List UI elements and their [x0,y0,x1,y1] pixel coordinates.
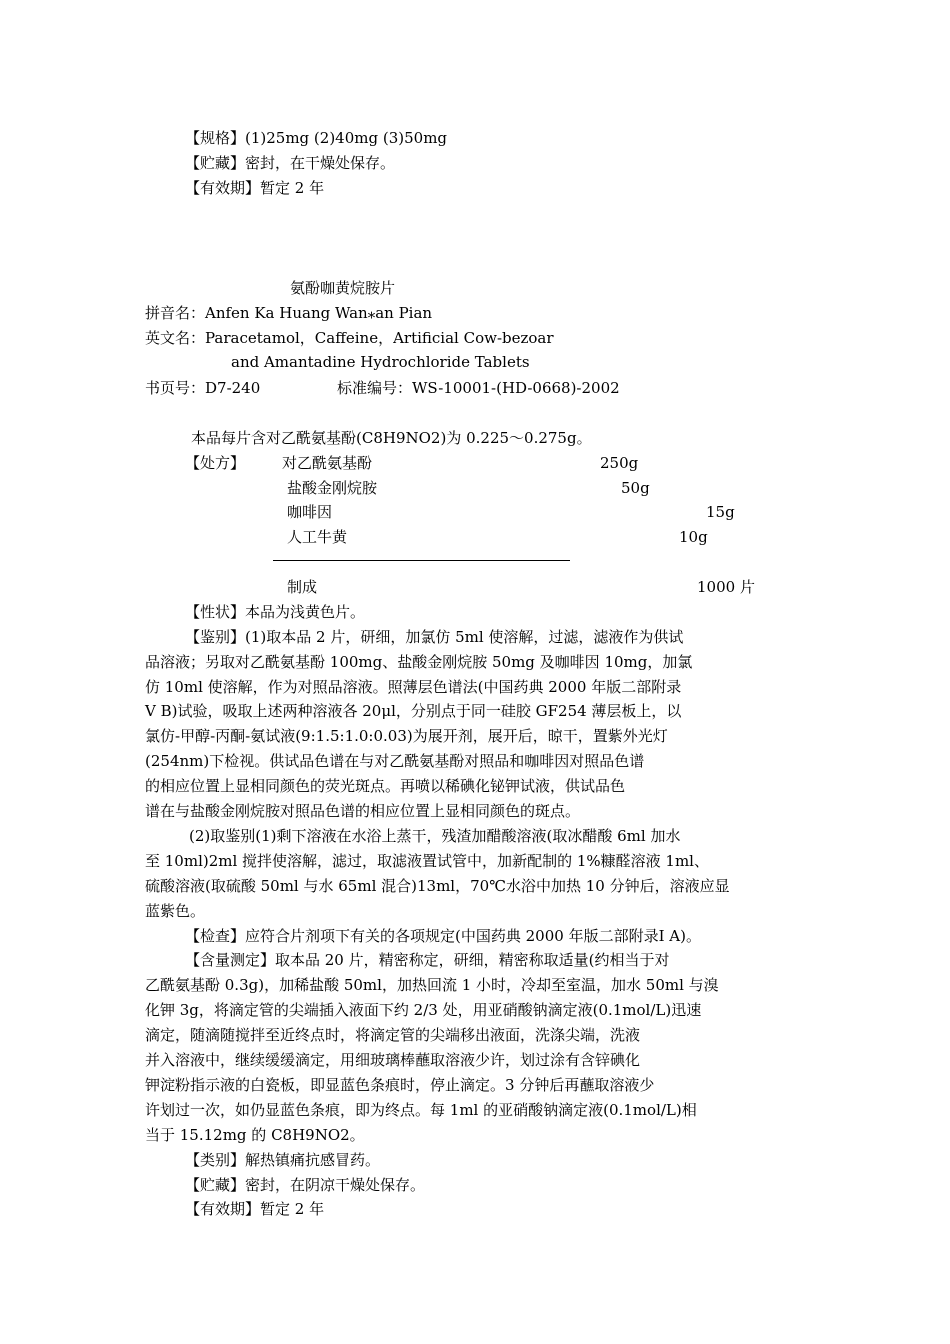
body-line: 乙酰氨基酚 0.3g)，加稀盐酸 50ml，加热回流 1 小时，冷却至室温，加水 50ml 与溴 [145,976,719,994]
formula-item-name: 人工牛黄 [287,528,348,546]
body-line: 品溶液；另取对乙酰氨基酚 100mg、盐酸金刚烷胺 50mg 及咖啡因 10mg，加氯 [145,653,693,671]
body-line: 仿 10ml 使溶解，作为对照品溶液。照薄层色谱法(中国药典 2000 年版二部附录 [145,678,682,696]
body-line: 【检查】应符合片剂项下有关的各项规定(中国药典 2000 年版二部附录Ⅰ A)。 [185,927,701,945]
formula-item-name: 盐酸金刚烷胺 [287,479,378,497]
top-validity: 【有效期】暂定 2 年 [185,179,325,197]
body-line: 滴定，随滴随搅拌至近终点时，将滴定管的尖端移出液面，洗涤尖端，洗液 [145,1026,641,1044]
english-name-line-1: 英文名：Paracetamol，Caffeine，Artificial Cow-bezoar [145,329,554,347]
body-line: 钾淀粉指示液的白瓷板，即显蓝色条痕时，停止滴定。3 分钟后再蘸取溶液少 [145,1076,655,1094]
top-spec: 【规格】(1)25mg (2)40mg (3)50mg [185,129,448,147]
body-line: 当于 15.12mg 的 C8H9NO2。 [145,1126,365,1144]
body-line: (254nm)下检视。供试品色谱在与对乙酰氨基酚对照品和咖啡因对照品色谱 [145,752,645,770]
formula-item-amount: 10g [679,528,708,546]
body-line: 并入溶液中，继续缓缓滴定，用细玻璃棒蘸取溶液少许，划过涂有含锌碘化 [145,1051,641,1069]
formula-label: 【处方】 [185,454,246,472]
body-line: 至 10ml)2ml 搅拌使溶解，滤过，取滤液置试管中，加新配制的 1%糠醛溶液 1ml、 [145,852,709,870]
body-line: 【含量测定】取本品 20 片，精密称定，研细，精密称取适量(约相当于对 [185,951,670,969]
body-line: 硫酸溶液(取硫酸 50ml 与水 65ml 混合)13ml，70℃水浴中加热 10 分钟后，溶液应显 [145,877,730,895]
top-storage: 【贮藏】密封，在干燥处保存。 [185,154,396,172]
standard-number: 标准编号：WS-10001-(HD-0668)-2002 [337,379,620,397]
body-line: 【性状】本品为浅黄色片。 [185,603,366,621]
body-line: 【类别】解热镇痛抗感冒药。 [185,1151,381,1169]
formula-item-name: 咖啡因 [287,503,333,521]
english-name-line-2: and Amantadine Hydrochloride Tablets [231,353,530,371]
formula-total-amount: 1000 片 [697,578,755,596]
body-line: 许划过一次，如仍显蓝色条痕，即为终点。每 1ml 的亚硝酸钠滴定液(0.1mol/L)相 [145,1101,697,1119]
body-line: 【有效期】暂定 2 年 [185,1200,325,1218]
formula-item-amount: 250g [600,454,639,472]
page-number: 书页号：D7-240 [145,379,261,397]
body-line: 化钾 3g，将滴定管的尖端插入液面下约 2/3 处，用亚硝酸钠滴定液(0.1mol/L)迅速 [145,1001,702,1019]
body-line: 的相应位置上显相同颜色的荧光斑点。再喷以稀碘化铋钾试液，供试品色 [145,777,626,795]
body-line: 氯仿-甲醇-丙酮-氨试液(9:1.5:1.0:0.03)为展开剂，展开后，晾干，置紫外光灯 [145,727,668,745]
formula-item-amount: 15g [706,503,735,521]
formula-total-name: 制成 [287,578,318,596]
body-line: 【贮藏】密封，在阴凉干燥处保存。 [185,1176,426,1194]
body-line: 蓝紫色。 [145,902,206,920]
formula-divider-line [273,560,570,561]
body-line: Ⅴ B)试验，吸取上述两种溶液各 20μl，分别点于同一硅胶 GF254 薄层板上，以 [145,702,682,720]
drug-title: 氨酚咖黄烷胺片 [290,279,396,297]
pinyin-name: 拼音名：Anfen Ka Huang Wan⁎an Pian [145,304,433,322]
formula-item-name: 对乙酰氨基酚 [282,454,373,472]
body-line: 【鉴别】(1)取本品 2 片，研细，加氯仿 5ml 使溶解，过滤，滤液作为供试 [185,628,684,646]
content-statement: 本品每片含对乙酰氨基酚(C8H9NO2)为 0.225～0.275g。 [191,429,592,447]
body-line: 谱在与盐酸金刚烷胺对照品色谱的相应位置上显相同颜色的斑点。 [145,802,581,820]
formula-item-amount: 50g [621,479,650,497]
body-line: (2)取鉴别(1)剩下溶液在水浴上蒸干，残渣加醋酸溶液(取冰醋酸 6ml 加水 [189,827,681,845]
